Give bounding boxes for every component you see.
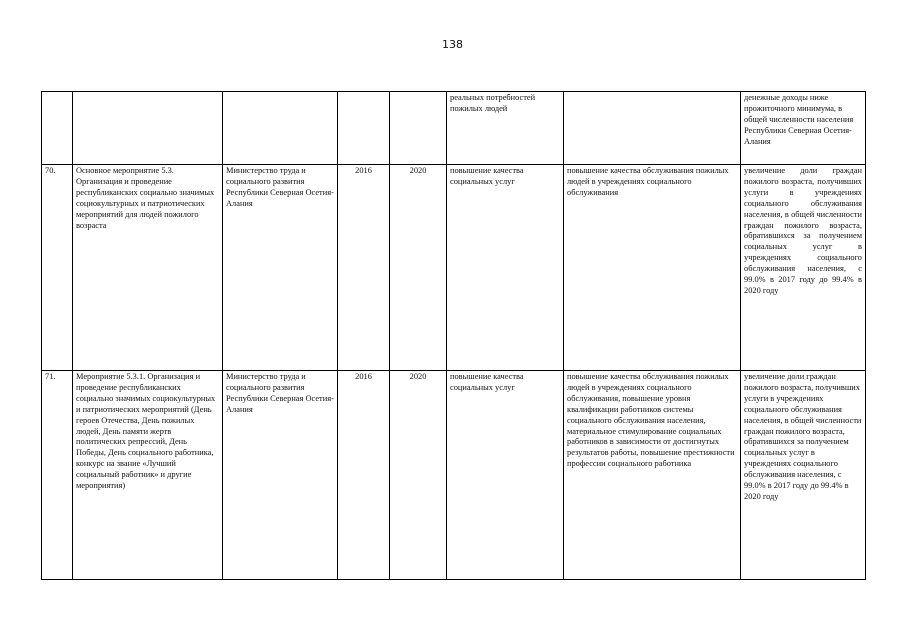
result-cell: повышение качества обслуживания пожилых людей в учреждениях социального обслуживания — [564, 165, 741, 371]
result-cell — [564, 92, 741, 165]
start-year-cell: 2016 — [338, 165, 390, 371]
goal-cell: повышение качества социальных услуг — [447, 371, 564, 580]
indicator-cell: увеличение доли граждан пожилого возраста, получивших услуги в учреждениях социального обслуживания населения, в общей численности граждан пожилого возраста, обратившихся за получением социальных услуг в учреждениях социального обслуживания населения, с 99.0% в 2017 году до 99.4% в 2020 году — [741, 371, 866, 580]
result-cell: повышение качества обслуживания пожилых людей в учреждениях социального обслуживания, повышение уровня квалификации работников системы социального обслуживания населения, материальное стимулирование социальных работников в зависимости от достигнутых результатов работы, повышение престижности профессии социального работника — [564, 371, 741, 580]
start-year-cell — [338, 92, 390, 165]
table-row — [42, 92, 866, 165]
indicator-cell: денежные доходы ниже прожиточного минимума, в общей численности населения Республики Северная Осетия-Алания — [741, 92, 866, 165]
row-number-cell: 71. — [42, 371, 73, 580]
table-row — [42, 165, 866, 371]
row-number-cell — [42, 92, 73, 165]
page-number: 138 — [442, 38, 463, 51]
row-number-cell: 70. — [42, 165, 73, 371]
executor-cell — [223, 92, 338, 165]
goal-cell: реальных потребностей пожилых людей — [447, 92, 564, 165]
end-year-cell — [390, 92, 447, 165]
goal-cell: повышение качества социальных услуг — [447, 165, 564, 371]
event-cell: Основное мероприятие 5.3. Организация и проведение республиканских социально значимых социокультурных и патриотических мероприятий для людей пожилого возраста — [73, 165, 223, 371]
executor-cell: Министерство труда и социального развития Республики Северная Осетия-Алания — [223, 165, 338, 371]
program-table — [41, 91, 866, 580]
end-year-cell: 2020 — [390, 165, 447, 371]
start-year-cell: 2016 — [338, 371, 390, 580]
indicator-cell: увеличение доли граждан пожилого возраста, получивших услуги в учреждениях социального обслуживания населения, в общей численности граждан пожилого возраста, обратившихся за получением социальных услуг в учреждениях социального обслуживания населения, с 99.0% в 2017 году до 99.4% в 2020 году — [741, 165, 866, 371]
event-cell: Мероприятие 5.3.1. Организация и проведение республиканских социально значимых социокультурных и патриотических мероприятий (День героев Отечества, День пожилых людей, День памяти жертв политических репрессий, День Победы, День социального работника, конкурс на звание «Лучший социальный работник» и другие мероприятия) — [73, 371, 223, 580]
event-cell — [73, 92, 223, 165]
executor-cell: Министерство труда и социального развития Республики Северная Осетия-Алания — [223, 371, 338, 580]
end-year-cell: 2020 — [390, 371, 447, 580]
table-row — [42, 371, 866, 580]
